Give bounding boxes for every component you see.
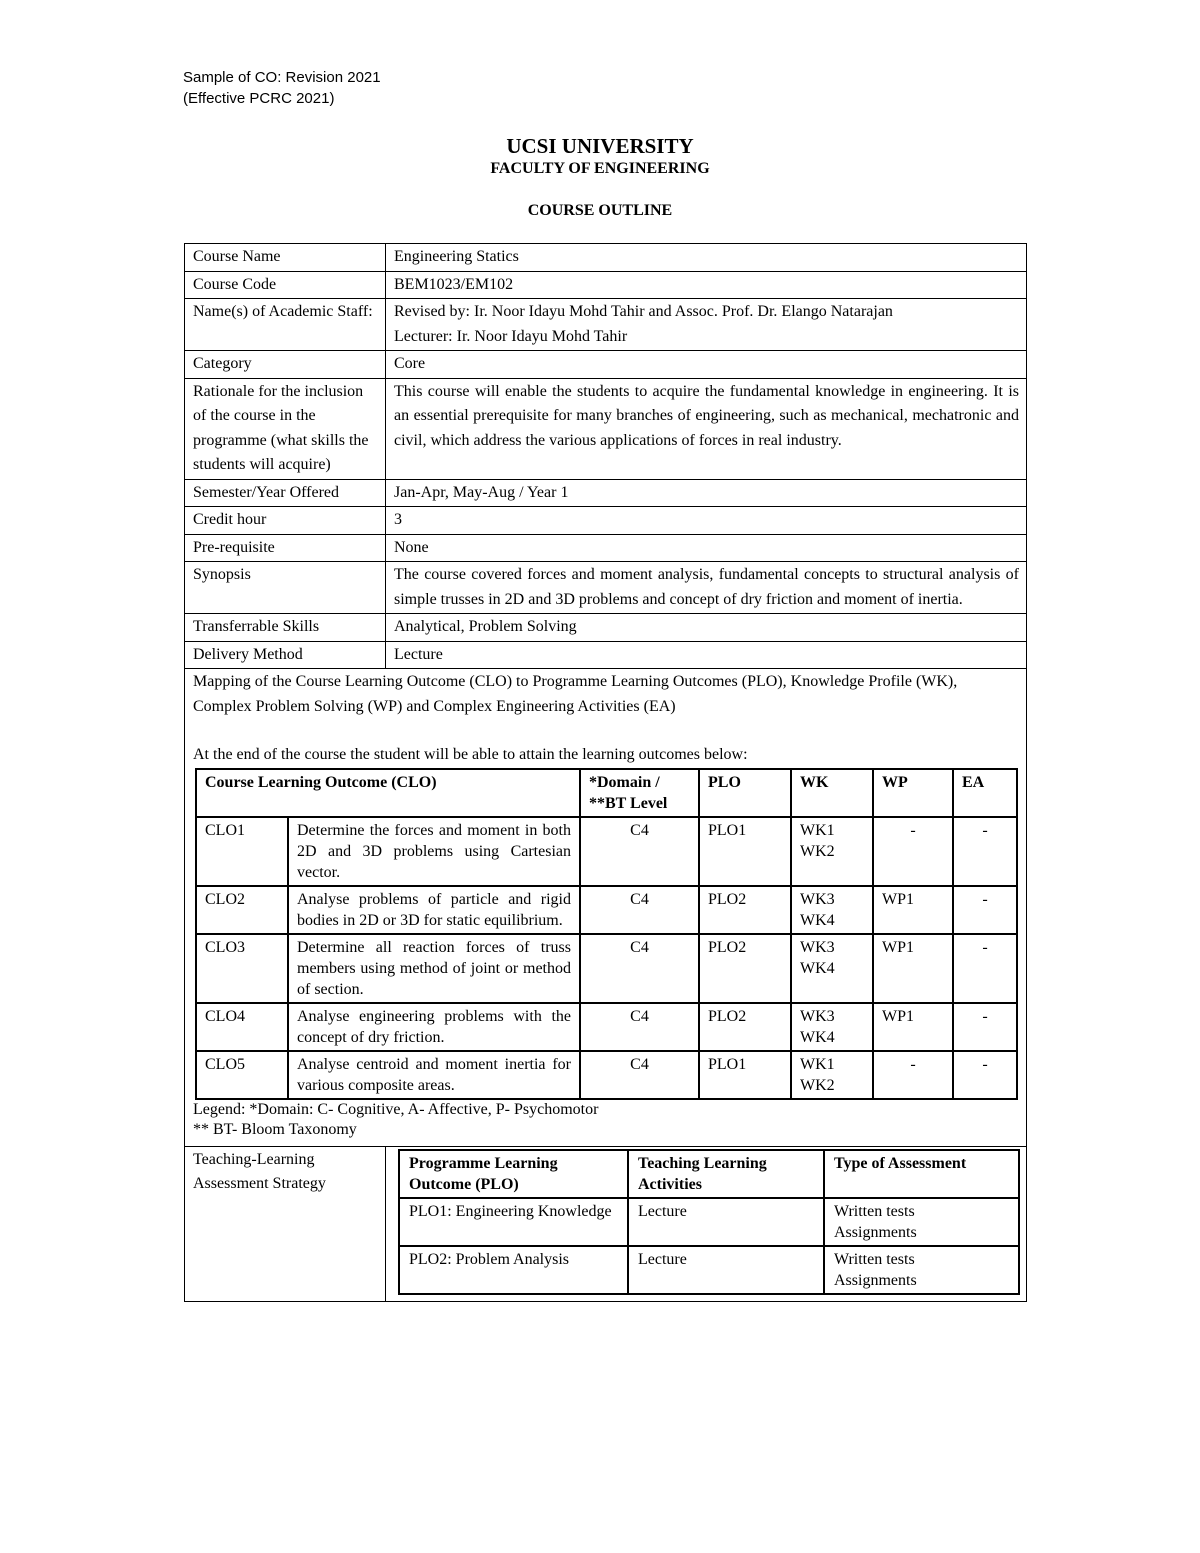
table-row — [399, 1198, 1019, 1246]
wp-header: WP — [873, 769, 953, 817]
table-row — [185, 351, 1027, 379]
plo-header: PLO — [699, 769, 791, 817]
strategy-plo: PLO2: Problem Analysis — [399, 1246, 628, 1294]
clo-wp: - — [873, 817, 953, 886]
domain-header: *Domain / **BT Level — [580, 769, 699, 817]
clo-plo: PLO2 — [699, 886, 791, 934]
clo-id: CLO1 — [196, 817, 288, 886]
table-row — [185, 507, 1027, 535]
ea-header: EA — [953, 769, 1017, 817]
strategy-table — [398, 1149, 1020, 1295]
assessment-item: Written tests — [834, 1250, 915, 1268]
clo-mapping-section — [185, 669, 1027, 1147]
course-name-label: Course Name — [185, 244, 386, 272]
document-header-note — [183, 67, 381, 109]
synopsis-value: The course covered forces and moment analysis, fundamental concepts to structural analysis of simple trusses in 2D and 3D problems and concept of dry friction and moment of inertia. — [386, 562, 1027, 614]
staff-revised-by: Revised by: Ir. Noor Idayu Mohd Tahir and Assoc. Prof. Dr. Elango Natarajan — [394, 303, 893, 320]
table-row — [185, 641, 1027, 669]
category-label: Category — [185, 351, 386, 379]
course-code-label: Course Code — [185, 271, 386, 299]
clo-ea: - — [953, 1003, 1017, 1051]
clo-description: Analyse problems of particle and rigid bodies in 2D or 3D for static equilibrium. — [288, 886, 580, 934]
clo-id: CLO3 — [196, 934, 288, 1003]
table-row — [196, 1003, 1017, 1051]
strategy-activity: Lecture — [628, 1246, 824, 1294]
clo-wp: WP1 — [873, 886, 953, 934]
table-row — [185, 614, 1027, 642]
document-title: COURSE OUTLINE — [527, 202, 673, 219]
clo-id: CLO4 — [196, 1003, 288, 1051]
clo-wp: WP1 — [873, 1003, 953, 1051]
effective-line: (Effective PCRC 2021) — [183, 90, 335, 107]
clo-domain: C4 — [580, 1003, 699, 1051]
clo-ea: - — [953, 886, 1017, 934]
table-row — [185, 562, 1027, 614]
strategy-activity: Lecture — [628, 1198, 824, 1246]
rationale-label: Rationale for the inclusion of the course in the programme (what skills the students will acquire) — [185, 378, 386, 479]
staff-value — [386, 299, 1027, 351]
delivery-value: Lecture — [386, 641, 1027, 669]
clo-domain: C4 — [580, 1051, 699, 1099]
table-row — [196, 1051, 1017, 1099]
category-value: Core — [386, 351, 1027, 379]
wk-item: WK4 — [800, 959, 835, 977]
clo-description: Determine all reaction forces of truss members using method of joint or method of section. — [288, 934, 580, 1003]
wk-item: WK2 — [800, 842, 835, 860]
delivery-label: Delivery Method — [185, 641, 386, 669]
semester-label: Semester/Year Offered — [185, 479, 386, 507]
strategy-assessment — [824, 1198, 1019, 1246]
table-row — [185, 534, 1027, 562]
table-row — [185, 1146, 1027, 1301]
clo-ea: - — [953, 934, 1017, 1003]
synopsis-label: Synopsis — [185, 562, 386, 614]
mapping-lead: At the end of the course the student will be able to attain the learning outcomes below: — [193, 746, 748, 763]
course-name-value: Engineering Statics — [386, 244, 1027, 272]
table-row — [185, 244, 1027, 272]
clo-ea: - — [953, 817, 1017, 886]
wk-item: WK3 — [800, 1007, 835, 1025]
strategy-plo: PLO1: Engineering Knowledge — [399, 1198, 628, 1246]
course-code-value: BEM1023/EM102 — [386, 271, 1027, 299]
activities-column-header: Teaching Learning Activities — [628, 1150, 824, 1198]
table-row — [185, 299, 1027, 351]
credit-value: 3 — [386, 507, 1027, 535]
clo-plo: PLO1 — [699, 1051, 791, 1099]
faculty-title: FACULTY OF ENGINEERING — [490, 160, 710, 177]
course-outline-table — [184, 243, 1027, 1302]
domain-legend: Legend: *Domain: C- Cognitive, A- Affective, P- Psychomotor — [193, 1100, 599, 1118]
strategy-label: Teaching-Learning Assessment Strategy — [185, 1146, 386, 1301]
clo-wk — [791, 1051, 873, 1099]
clo-description: Analyse engineering problems with the concept of dry friction. — [288, 1003, 580, 1051]
rationale-value: This course will enable the students to acquire the fundamental knowledge in engineering. It is an essential prerequisite for many branches of engineering, such as mechanical, mechatronic and civil, which address the various applications of forces in real industry. — [386, 378, 1027, 479]
clo-domain: C4 — [580, 886, 699, 934]
clo-wp: - — [873, 1051, 953, 1099]
clo-plo: PLO1 — [699, 817, 791, 886]
wk-item: WK1 — [800, 821, 835, 839]
strategy-header-row — [399, 1150, 1019, 1198]
prereq-label: Pre-requisite — [185, 534, 386, 562]
mapping-intro: Mapping of the Course Learning Outcome (CLO) to Programme Learning Outcomes (PLO), Knowledge Profile (WK), Complex Problem Solving (WP) and Complex Engineering Activities (EA) — [193, 673, 958, 715]
table-row — [185, 479, 1027, 507]
bloom-legend: ** BT- Bloom Taxonomy — [193, 1120, 357, 1138]
clo-plo: PLO2 — [699, 934, 791, 1003]
credit-label: Credit hour — [185, 507, 386, 535]
staff-lecturer: Lecturer: Ir. Noor Idayu Mohd Tahir — [394, 327, 628, 345]
wk-item: WK3 — [800, 890, 835, 908]
assessment-item: Written tests — [834, 1202, 915, 1220]
plo-column-header: Programme Learning Outcome (PLO) — [399, 1150, 628, 1198]
clo-table — [195, 768, 1018, 1100]
university-title: UCSI UNIVERSITY — [506, 134, 694, 158]
clo-domain: C4 — [580, 817, 699, 886]
wk-item: WK2 — [800, 1076, 835, 1094]
strategy-assessment — [824, 1246, 1019, 1294]
clo-wp: WP1 — [873, 934, 953, 1003]
skills-value: Analytical, Problem Solving — [386, 614, 1027, 642]
clo-plo: PLO2 — [699, 1003, 791, 1051]
table-row — [185, 378, 1027, 479]
clo-wk — [791, 934, 873, 1003]
clo-wk — [791, 1003, 873, 1051]
table-row — [196, 934, 1017, 1003]
table-row — [399, 1246, 1019, 1294]
clo-header: Course Learning Outcome (CLO) — [196, 769, 580, 817]
wk-item: WK1 — [800, 1055, 835, 1073]
wk-item: WK4 — [800, 911, 835, 929]
assessment-item: Assignments — [834, 1271, 917, 1289]
semester-value: Jan-Apr, May-Aug / Year 1 — [386, 479, 1027, 507]
table-row — [185, 669, 1027, 1147]
table-row — [185, 271, 1027, 299]
assessment-item: Assignments — [834, 1223, 917, 1241]
table-row — [196, 817, 1017, 886]
assessment-column-header: Type of Assessment — [824, 1150, 1019, 1198]
table-row — [196, 886, 1017, 934]
revision-line: Sample of CO: Revision 2021 — [183, 69, 381, 86]
prereq-value: None — [386, 534, 1027, 562]
clo-domain: C4 — [580, 934, 699, 1003]
clo-id: CLO5 — [196, 1051, 288, 1099]
strategy-cell — [386, 1146, 1027, 1301]
skills-label: Transferrable Skills — [185, 614, 386, 642]
wk-item: WK3 — [800, 938, 835, 956]
clo-description: Determine the forces and moment in both 2D and 3D problems using Cartesian vector. — [288, 817, 580, 886]
clo-header-row — [196, 769, 1017, 817]
clo-wk — [791, 886, 873, 934]
wk-item: WK4 — [800, 1028, 835, 1046]
wk-header: WK — [791, 769, 873, 817]
clo-wk — [791, 817, 873, 886]
clo-ea: - — [953, 1051, 1017, 1099]
clo-id: CLO2 — [196, 886, 288, 934]
clo-description: Analyse centroid and moment inertia for various composite areas. — [288, 1051, 580, 1099]
staff-label: Name(s) of Academic Staff: — [185, 299, 386, 351]
